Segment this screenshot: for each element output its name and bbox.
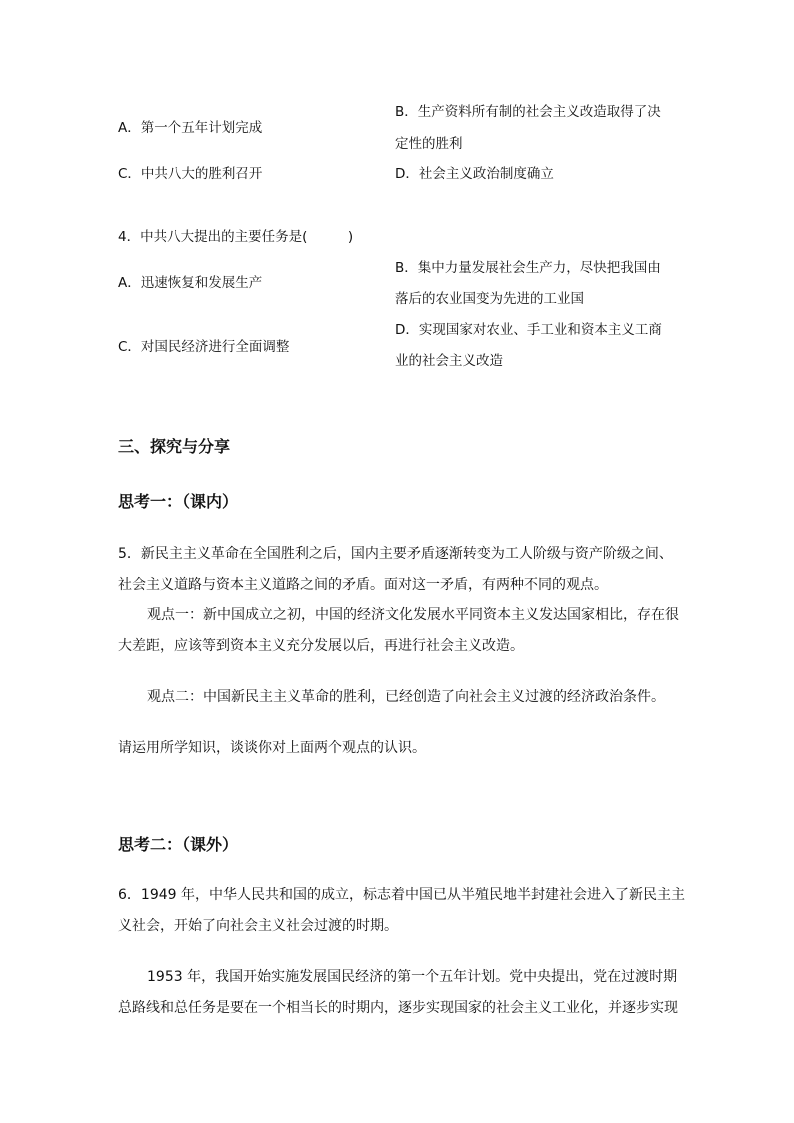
think1-heading: 思考一：（课内） bbox=[118, 492, 239, 511]
q4-option-a: A．迅速恢复和发展生产 bbox=[118, 275, 263, 291]
q3-option-c: C．中共八大的胜利召开 bbox=[118, 166, 263, 182]
q6-line2: 义社会，开始了向社会主义社会过渡的时期。 bbox=[118, 918, 398, 934]
think2-paragraph-line2: 总路线和总任务是要在一个相当长的时期内，逐步实现国家的社会主义工业化，并逐步实现 bbox=[118, 1000, 678, 1016]
q6-line1: 6．1949 年，中华人民共和国的成立，标志着中国已从半殖民地半封建社会进入了新民主主 bbox=[118, 887, 685, 903]
section-heading: 三、探究与分享 bbox=[118, 437, 231, 456]
view1-line2: 大差距，应该等到资本主义充分发展以后，再进行社会主义改造。 bbox=[118, 638, 524, 654]
q3-option-b-line2: 定性的胜利 bbox=[395, 136, 463, 152]
q4-option-d-line1: D．实现国家对农业、手工业和资本主义工商 bbox=[395, 322, 662, 338]
q5-line2: 社会主义道路与资本主义道路之间的矛盾。面对这一矛盾，有两种不同的观点。 bbox=[118, 577, 608, 593]
q4-option-b-line1: B．集中力量发展社会生产力，尽快把我国由 bbox=[395, 260, 661, 276]
q3-option-a: A．第一个五年计划完成 bbox=[118, 120, 263, 136]
q3-option-d: D．社会主义政治制度确立 bbox=[395, 166, 554, 182]
q4-stem: 4．中共八大提出的主要任务是( ) bbox=[118, 229, 354, 245]
view2-text: 观点二：中国新民主主义革命的胜利，已经创造了向社会主义过渡的经济政治条件。 bbox=[147, 689, 665, 705]
q3-option-b-line1: B．生产资料所有制的社会主义改造取得了决 bbox=[395, 104, 661, 120]
q4-option-d-line2: 业的社会主义改造 bbox=[395, 353, 503, 369]
q4-option-b-line2: 落后的农业国变为先进的工业国 bbox=[395, 291, 584, 307]
think1-prompt: 请运用所学知识，谈谈你对上面两个观点的认识。 bbox=[118, 740, 426, 756]
view1-line1: 观点一：新中国成立之初，中国的经济文化发展水平同资本主义发达国家相比，存在很 bbox=[147, 607, 679, 623]
q5-line1: 5．新民主主义革命在全国胜利之后，国内主要矛盾逐渐转变为工人阶级与资产阶级之间、 bbox=[118, 546, 673, 562]
think2-heading: 思考二：（课外） bbox=[118, 835, 239, 854]
q4-option-c: C．对国民经济进行全面调整 bbox=[118, 339, 290, 355]
think2-paragraph-line1: 1953 年，我国开始实施发展国民经济的第一个五年计划。党中央提出，党在过渡时期 bbox=[147, 969, 678, 985]
